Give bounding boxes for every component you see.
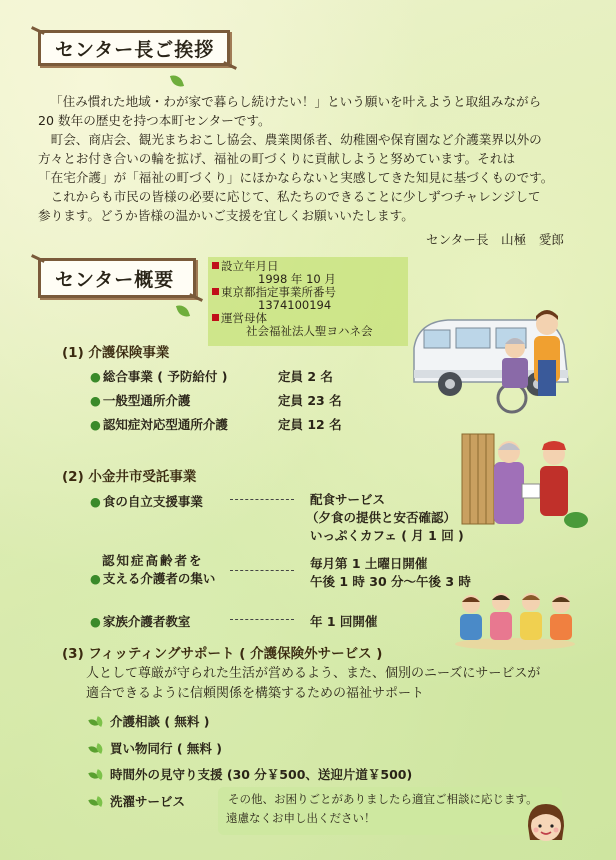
leaf-icon xyxy=(90,770,104,780)
info-value-established: 1998 年 10 月 xyxy=(258,272,336,286)
bullet-icon: ● xyxy=(90,494,101,509)
support-service: 買い物同行 ( 無料 ) xyxy=(90,739,222,757)
overview-title-board xyxy=(38,258,196,298)
greeting-line: 方々とお付き合いの輪を拡げ、福祉の町づくりに貢献しようと努めています。それは xyxy=(38,151,516,166)
bullet-icon: ● xyxy=(90,571,101,586)
service-item: ● 支える介護者の集い xyxy=(90,571,216,586)
support-service: 介護相談 ( 無料 ) xyxy=(90,712,209,730)
service-detail: 午後 1 時 30 分～午後 3 時 xyxy=(310,574,471,589)
info-label-established: 設立年月日 xyxy=(221,259,279,273)
service-item: ● 認知症対応型通所介護 xyxy=(90,417,228,432)
info-label-operator: 運営母体 xyxy=(221,311,267,325)
greeting-line: 町会、商店会、観光まちおこし協会、農業関係者、幼稚園や保育園など介護業界以外の xyxy=(38,132,542,147)
greeting-line: これからも市民の皆様の必要に応じて、私たちのできることに少しずつチャレンジして xyxy=(38,189,541,204)
leader-line xyxy=(230,499,294,500)
red-square-icon xyxy=(212,262,219,269)
greeting-line: 「住み慣れた地域・わが家で暮らし続けたい！」という願いを叶えようと取組みながら xyxy=(50,94,542,109)
section3-heading: (3) フィッティングサポート ( 介護保険外サービス ) xyxy=(62,646,383,662)
support-service: 時間外の見守り支援 (30 分￥500、送迎片道￥500) xyxy=(90,765,412,783)
leaf-icon xyxy=(90,797,104,807)
note-line: 遠慮なくお申し出ください！ xyxy=(226,811,376,825)
overview-info-box xyxy=(208,257,408,346)
service-detail: 毎月第 1 土曜日開催 xyxy=(310,556,428,571)
bullet-icon: ● xyxy=(90,417,101,432)
note-box xyxy=(218,787,562,835)
leader-line xyxy=(230,570,294,571)
info-label-office-number: 東京都指定事業所番号 xyxy=(221,285,336,299)
section1-heading: (1) 介護保険事業 xyxy=(62,345,170,361)
overview-title: センター概要 xyxy=(55,268,175,291)
greeting-line: 20 数年の歴史を持つ本町センターです。 xyxy=(38,113,271,128)
section3-description: 適合できるように信頼関係を構築するための福祉サポート xyxy=(86,686,425,701)
service-detail: 年 1 回開催 xyxy=(310,614,378,629)
greeting-title-board xyxy=(38,30,230,66)
greeting-title: センター長ご挨拶 xyxy=(55,38,215,61)
leaf-icon xyxy=(176,303,190,320)
meal-delivery-illustration xyxy=(458,432,588,532)
service-item-name: 認知症高齢者を xyxy=(102,553,204,568)
leader-line xyxy=(230,619,294,620)
smiling-staff-illustration xyxy=(524,800,568,846)
signature: センター長 山極 愛郎 xyxy=(426,232,565,247)
service-item: ● 総合事業 ( 予防給付 ) xyxy=(90,369,228,384)
service-capacity: 定員 12 名 xyxy=(278,417,342,432)
service-detail: 配食サービス xyxy=(310,492,386,507)
greeting-line: 「在宅介護」が「福祉の町づくり」にほかならないと実感してきた知見に基づくものです。 xyxy=(38,170,554,185)
info-value-operator: 社会福祉法人聖ヨハネ会 xyxy=(246,324,373,338)
service-item: ● 一般型通所介護 xyxy=(90,393,191,408)
red-square-icon xyxy=(212,288,219,295)
leaf-icon xyxy=(90,744,104,754)
note-line: その他、お困りごとがありましたら適宜ご相談に応じます。 xyxy=(228,792,538,806)
family-class-illustration xyxy=(452,588,578,650)
red-square-icon xyxy=(212,314,219,321)
leaf-icon xyxy=(90,717,104,727)
service-item: ● 家族介護者教室 xyxy=(90,614,191,629)
section3-description: 人として尊厳が守られた生活が営めるよう、また、個別のニーズにサービスが xyxy=(86,666,541,681)
bullet-icon: ● xyxy=(90,393,101,408)
service-capacity: 定員 23 名 xyxy=(278,393,342,408)
bullet-icon: ● xyxy=(90,369,101,384)
service-detail: （夕食の提供と安否確認） xyxy=(306,510,457,525)
service-capacity: 定員 2 名 xyxy=(278,369,333,384)
greeting-line: 参ります。どうか皆様の温かいご支援を宜しくお願いいたします。 xyxy=(38,208,414,223)
van-wheelchair-illustration xyxy=(408,300,588,420)
section2-heading: (2) 小金井市受託事業 xyxy=(62,469,197,485)
leaf-icon xyxy=(170,73,184,90)
bullet-icon: ● xyxy=(90,614,101,629)
support-service: 洗濯サービス xyxy=(90,792,185,810)
service-item: ● 食の自立支援事業 xyxy=(90,494,203,509)
service-detail: いっぷくカフェ ( 月 1 回 ) xyxy=(310,528,464,543)
info-value-office-number: 1374100194 xyxy=(258,298,332,312)
